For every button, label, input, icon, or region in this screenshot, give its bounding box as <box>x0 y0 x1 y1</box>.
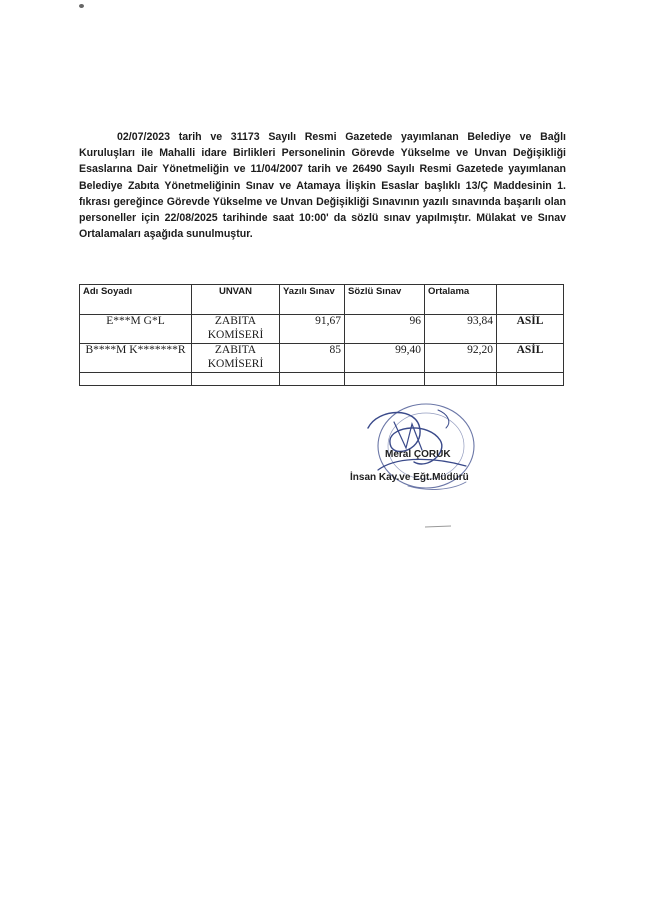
cell-name: B****M K*******R <box>80 344 192 373</box>
signatory-title: İnsan Kay.ve Eğt.Müdürü <box>350 472 469 483</box>
header-written-exam: Yazılı Sınav <box>280 285 345 315</box>
pen-mark-icon <box>425 525 451 528</box>
empty-cell <box>192 373 280 386</box>
empty-cell <box>345 373 425 386</box>
header-unvan: UNVAN <box>192 285 280 315</box>
signatory-name: Meral ÇORUK <box>385 449 451 460</box>
cell-unvan: ZABITA KOMİSERİ <box>192 315 280 344</box>
intro-paragraph: 02/07/2023 tarih ve 31173 Sayılı Resmi Gazetede yayımlanan Belediye ve Bağlı Kuruluşları ile Mahalli idare Birlikleri Personelinin Görevde Yükselme ve Unvan Değişikliği Esaslarına Dair Yönetmeliğin ve 11/04/2007 tarih ve 26490 Sayılı Resmi Gazetede yayımlanan Belediye Zabıta Yönetmeliğinin Sınav ve Atamaya İlişkin Esaslar başlıklı 13/Ç Maddesinin 1. fıkrası gereğince Görevde Yükselme ve Unvan Değişikliği Sınavının yazılı sınavında başarılı olan personeller için 22/08/2025 tarihinde saat 10:00' da sözlü sınav yapılmıştır. Mülakat ve Sınav Ortalamaları aşağıda sunulmuştur. <box>79 131 566 241</box>
cell-written-score: 85 <box>280 344 345 373</box>
cell-average: 93,84 <box>425 315 497 344</box>
cell-written-score: 91,67 <box>280 315 345 344</box>
header-oral-exam: Sözlü Sınav <box>345 285 425 315</box>
cell-status: ASİL <box>497 344 564 373</box>
cell-status: ASİL <box>497 315 564 344</box>
cell-oral-score: 96 <box>345 315 425 344</box>
scan-speck <box>79 4 84 8</box>
empty-cell <box>497 373 564 386</box>
header-status <box>497 285 564 315</box>
table-row <box>80 315 564 344</box>
header-name: Adı Soyadı <box>80 285 192 315</box>
cell-name: E***M G*L <box>80 315 192 344</box>
cell-oral-score: 99,40 <box>345 344 425 373</box>
empty-cell <box>80 373 192 386</box>
empty-cell <box>425 373 497 386</box>
cell-average: 92,20 <box>425 344 497 373</box>
results-table <box>79 284 564 386</box>
cell-unvan: ZABITA KOMİSERİ <box>192 344 280 373</box>
table-header-row <box>80 285 564 315</box>
empty-cell <box>280 373 345 386</box>
header-average: Ortalama <box>425 285 497 315</box>
table-row-empty <box>80 373 564 386</box>
table-row <box>80 344 564 373</box>
